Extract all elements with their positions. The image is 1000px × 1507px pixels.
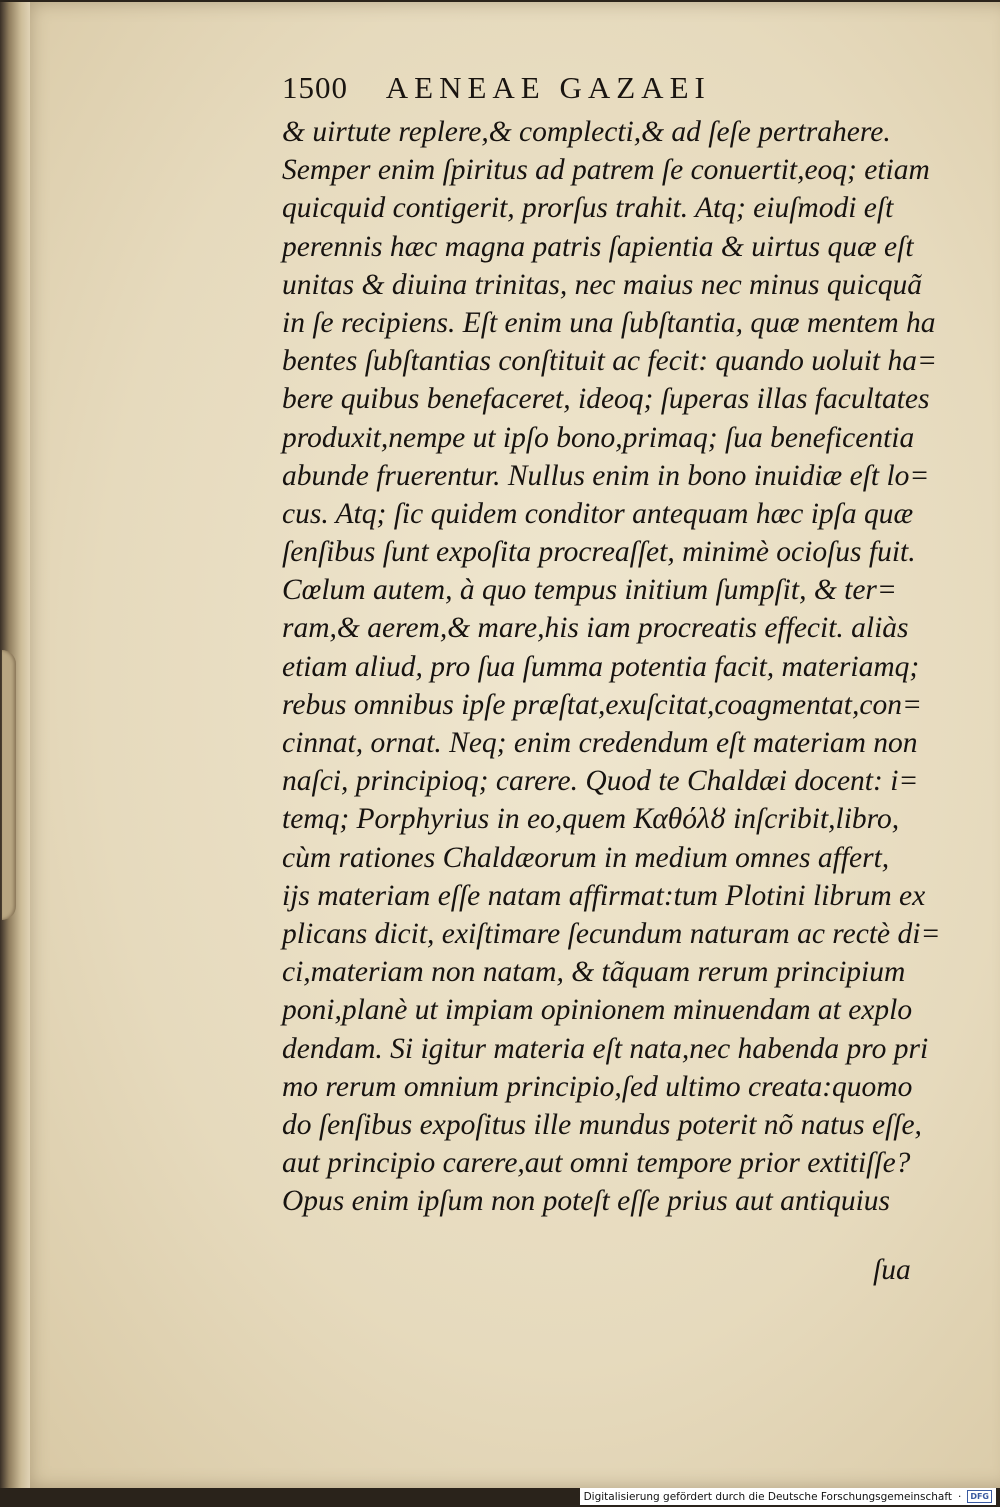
text-line: temq; Porphyrius in eo,quem Καθόλȣ inſcribit,libro, <box>282 803 900 836</box>
text-line: quicquid contigerit, prorſus trahit. Atq; eiuſmodi eſt <box>282 192 894 225</box>
text-line: aut principio carere,aut omni tempore prior extitiſſe? <box>282 1147 911 1180</box>
text-line: rebus omnibus ipſe præſtat,exuſcitat,coagmentat,con= <box>282 688 922 721</box>
running-title: AENEAE GAZAEI <box>385 70 711 105</box>
text-line: cinnat, ornat. Neq; enim credendum eſt materiam non <box>282 727 918 759</box>
text-line: plicans dicit, exiſtimare ſecundum naturam ac rectè di= <box>282 917 941 950</box>
text-line: dendam. Si igitur materia eſt nata,nec habenda pro pri <box>282 1032 929 1065</box>
text-line: poni,planè ut impiam opinionem minuendam at explo <box>282 994 913 1027</box>
text-line: cùm rationes Chaldæorum in medium omnes affert, <box>282 841 890 874</box>
folio-number: 1500 <box>282 70 348 105</box>
text-line: ſenſibus ſunt expoſita procreaſſet, minimè ocioſus fuit. <box>282 536 916 569</box>
text-line: perennis hæc magna patris ſapientia & uirtus quæ eſt <box>282 230 914 263</box>
text-line: abunde fruerentur. Nullus enim in bono inuidiæ eſt lo= <box>282 459 930 492</box>
catchword: ſua <box>873 1254 911 1286</box>
text-line: mo rerum omnium principio,ſed ultimo creata:quomo <box>282 1070 913 1103</box>
text-line: bere quibus benefaceret, ideoq; ſuperas illas facultates <box>282 383 930 416</box>
text-line: ijs materiam eſſe natam affirmat:tum Plotini librum ex <box>282 879 926 912</box>
dfg-logo: DFG <box>967 1490 992 1503</box>
text-line: produxit,nempe ut ipſo bono,primaq; ſua beneficentia <box>282 421 915 454</box>
text-line: Cœlum autem, à quo tempus initium ſumpſit, & ter= <box>282 574 897 607</box>
text-line: bentes ſubſtantias conſtituit ac fecit: quando uoluit ha= <box>282 345 937 378</box>
text-line: ci,materiam non natam, & tãquam rerum principium <box>282 956 906 989</box>
text-line: & uirtute replere,& complecti,& ad ſeſe pertrahere. <box>282 116 891 148</box>
text-line: cus. Atq; ſic quidem conditor antequam hæc ipſa quæ <box>282 497 914 530</box>
text-line: naſci, principioq; carere. Quod te Chaldæi docent: i= <box>282 765 919 798</box>
text-line: Opus enim ipſum non poteſt eſſe prius aut antiquius <box>282 1185 891 1218</box>
credit-text: Digitalisierung gefördert durch die Deutsche Forschungsgemeinschaft <box>583 1490 952 1503</box>
text-line: etiam aliud, pro ſua ſumma potentia facit, materiamq; <box>282 650 920 683</box>
page-header <box>282 70 711 106</box>
text-line: Semper enim ſpiritus ad patrem ſe conuertit,eoq; etiam <box>282 154 930 187</box>
text-line: do ſenſibus expoſitus ille mundus poterit nõ natus eſſe, <box>282 1108 922 1141</box>
text-line: ram,& aerem,& mare,his iam procreatis effecit. aliàs <box>282 612 909 645</box>
text-line: unitas & diuina trinitas, nec maius nec minus quicquã <box>282 268 922 301</box>
page-edge-tab <box>2 650 16 920</box>
digitization-credit: Digitalisierung gefördert durch die Deutsche Forschungsgemeinschaft · DFG <box>580 1488 996 1505</box>
text-line: in ſe recipiens. Eſt enim una ſubſtantia, quæ mentem ha <box>282 306 936 339</box>
body-text <box>282 113 942 1220</box>
